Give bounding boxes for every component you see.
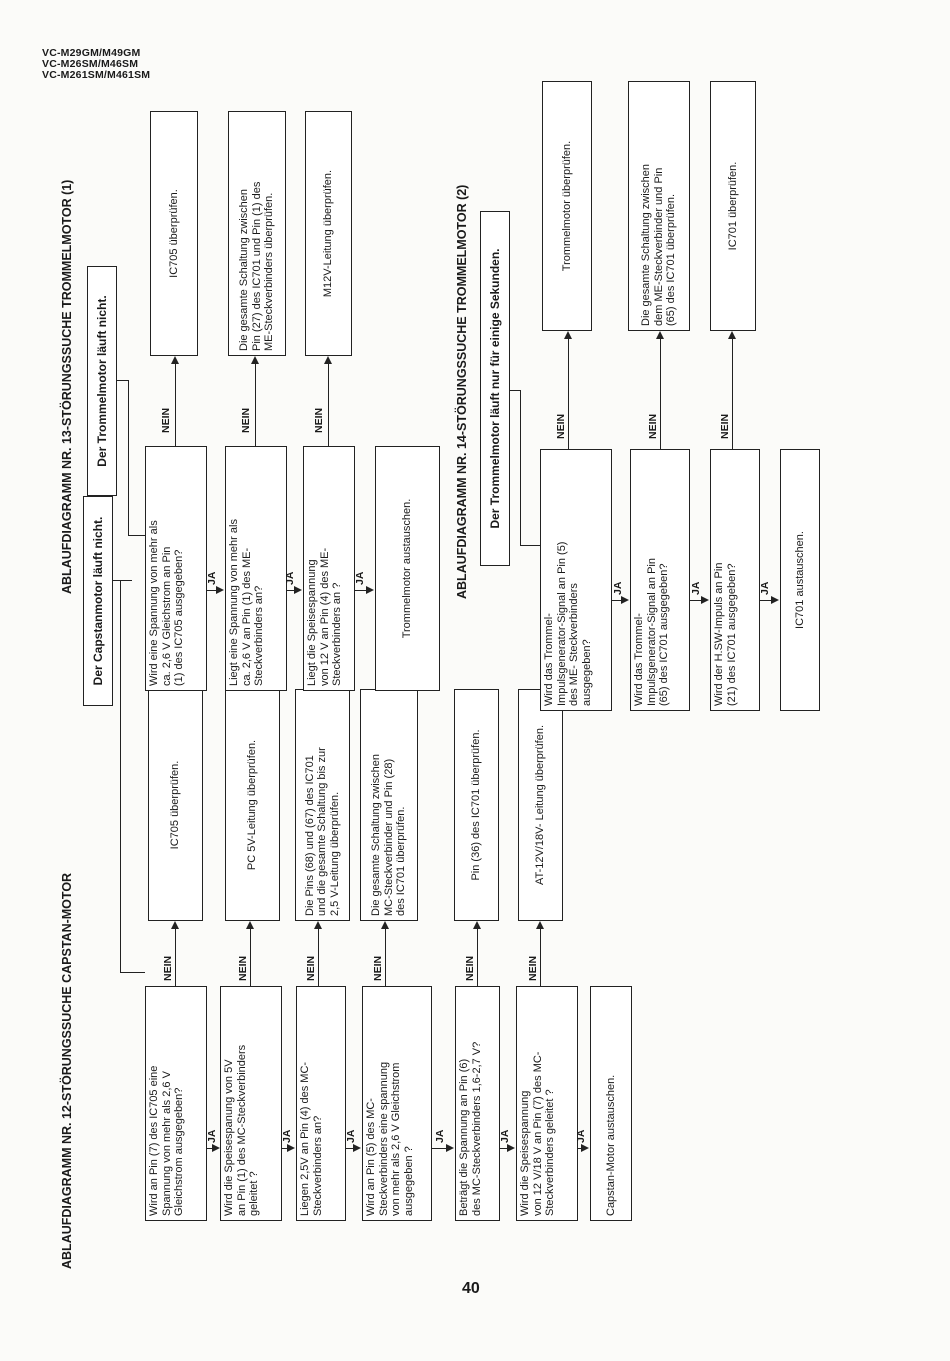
flow12-no-arrow	[381, 921, 389, 929]
flow13-no-line	[175, 363, 176, 446]
flow14-no-action-2: Die gesamte Schaltung zwischen dem ME-Steckverbinder und Pin (65) des IC701 überprüfen.	[628, 81, 690, 331]
flow14-yes-arrow	[621, 596, 629, 604]
flow12-no-label: NEIN	[237, 955, 249, 981]
flow13-no-action-2: Die gesamte Schaltung zwischen Pin (27) des IC701 und Pin (1) des ME-Steckverbinders überprüfen.	[228, 111, 286, 356]
flow14-start-box: Der Trommelmotor läuft nur für einige Sekunden.	[480, 211, 510, 566]
flow12-no-arrow	[536, 921, 544, 929]
flow12-no-line	[477, 928, 478, 986]
flow14-yes-arrow	[771, 596, 779, 604]
flow12-no-action-1: IC705 überprüfen.	[148, 689, 203, 921]
flow12-yes-label: JA	[499, 1129, 511, 1143]
flow12-yes-label: JA	[575, 1129, 587, 1143]
flow14-connector-line	[520, 390, 521, 546]
flow12-connector-line	[120, 972, 145, 973]
flow12-no-action-5: Pin (36) des IC701 überprüfen.	[454, 689, 499, 921]
flow13-connector-line	[128, 380, 129, 536]
flow12-no-arrow	[246, 921, 254, 929]
flow12-no-action-6: AT-12V/18V- Leitung überprüfen.	[518, 689, 563, 921]
flow12-yes-label: JA	[281, 1129, 293, 1143]
flow13-no-label: NEIN	[240, 407, 252, 433]
flow14-no-line	[660, 338, 661, 449]
flow13-start-box: Der Trommelmotor läuft nicht.	[87, 266, 117, 496]
flow13-yes-label: JA	[206, 571, 218, 585]
flow12-no-arrow	[171, 921, 179, 929]
flow12-final-action: Capstan-Motor austauschen.	[590, 986, 632, 1221]
flow13-no-label: NEIN	[313, 407, 325, 433]
flow13-no-line	[255, 363, 256, 446]
flow14-no-action-3: IC701 überprüfen.	[710, 81, 756, 331]
flow13-yes-label: JA	[354, 571, 366, 585]
flow14-question-2: Wird das Trommel- Impulsgenerator-Signal an Pin (65) des IC701 ausgegeben?	[630, 449, 690, 711]
flow14-no-label: NEIN	[719, 413, 731, 439]
flow13-title: ABLAUFDIAGRAMM NR. 13-STÖRUNGSSUCHE TROMMELMOTOR (1)	[60, 179, 74, 594]
flow12-no-line	[250, 928, 251, 986]
flow13-no-arrow	[324, 356, 332, 364]
flow12-yes-arrow	[507, 1144, 515, 1152]
flow14-no-line	[732, 338, 733, 449]
flow12-no-line	[385, 928, 386, 986]
flow12-start-box: Der Capstanmotor läuft nicht.	[83, 496, 113, 706]
flow13-no-action-3: M12V-Leitung überprüfen.	[305, 111, 352, 356]
flow13-final-action: Trommelmotor austauschen.	[375, 446, 440, 691]
flow12-title: ABLAUFDIAGRAMM NR. 12-STÖRUNGSSUCHE CAPSTAN-MOTOR	[60, 872, 74, 1269]
flow12-question-1: Wird an Pin (7) des IC705 eine Spannung von mehr als 2,6 V Gleichstrom ausgegeben?	[145, 986, 207, 1221]
flow14-question-1: Wird das Trommel- Impulsgenerator-Signal an Pin (5) des ME- Steckverbinders ausgegeben?	[540, 449, 612, 711]
flow13-connector-line	[117, 380, 129, 381]
flow14-no-label: NEIN	[647, 413, 659, 439]
flow14-title: ABLAUFDIAGRAMM NR. 14-STÖRUNGSSUCHE TROMMELMOTOR (2)	[455, 184, 469, 599]
flow14-connector-line	[510, 390, 521, 391]
model-line-1: VC-M29GM/M49GM	[42, 47, 141, 59]
flow12-yes-line	[432, 1148, 447, 1149]
flow12-yes-arrow	[353, 1144, 361, 1152]
flow14-no-arrow	[656, 331, 664, 339]
flow14-no-label: NEIN	[555, 413, 567, 439]
flow12-yes-arrow	[581, 1144, 589, 1152]
model-line-3: VC-M261SM/M461SM	[42, 69, 151, 81]
flow12-no-label: NEIN	[464, 955, 476, 981]
flow13-question-1: Wird eine Spannung von mehr als ca. 2,6 V Gleichstrom an Pin (1) des IC705 ausgegeben?	[145, 446, 207, 691]
flow12-question-2: Wird die Speisespanung von 5V an Pin (1) des MC-Steckverbinders geleitet ?	[220, 986, 282, 1221]
flow13-no-action-1: IC705 überprüfen.	[150, 111, 198, 356]
flow12-no-label: NEIN	[527, 955, 539, 981]
flow12-question-6: Wird die Speisespannung von 12 V/18 V an Pin (7) des MC- Steckverbinders geleitet ?	[516, 986, 578, 1221]
flow13-no-label: NEIN	[160, 407, 172, 433]
flow14-connector-line	[520, 545, 540, 546]
flow12-no-label: NEIN	[162, 955, 174, 981]
flow12-connector-line	[120, 580, 121, 973]
flow14-no-line	[568, 338, 569, 449]
flow12-no-label: NEIN	[305, 955, 317, 981]
flow12-question-3: Liegen 2,5V an Pin (4) des MC- Steckverbinders an?	[296, 986, 346, 1221]
flow13-question-3: Liegt die Speisespannung von 12 V an Pin (4) des ME- Steckverbinders an ?	[303, 446, 355, 691]
flow14-yes-label: JA	[759, 581, 771, 595]
flow12-no-action-3: Die Pins (68) und (67) des IC701 und die gesamte Schaltung bis zur 2,5 V-Leitung überprüfen.	[295, 689, 350, 921]
flow12-yes-arrow	[446, 1144, 454, 1152]
flow13-yes-arrow	[366, 586, 374, 594]
flow12-connector-line	[120, 580, 132, 581]
flow14-no-action-1: Trommelmotor überprüfen.	[542, 81, 592, 331]
flow14-question-3: Wird der H.SW-Impuls an Pin (21) des IC701 ausgegeben?	[710, 449, 760, 711]
flow14-no-arrow	[728, 331, 736, 339]
flow12-yes-label: JA	[434, 1129, 446, 1143]
flow14-yes-arrow	[701, 596, 709, 604]
flow13-question-2: Liegt eine Spannung von mehr als ca. 2,6 V an Pin (1) des ME- Steckverbinders an?	[225, 446, 287, 691]
flow13-yes-arrow	[294, 586, 302, 594]
flow13-yes-arrow	[216, 586, 224, 594]
flow14-yes-label: JA	[612, 581, 624, 595]
flow13-yes-label: JA	[284, 571, 296, 585]
flow12-no-line	[318, 928, 319, 986]
flow12-no-arrow	[314, 921, 322, 929]
flow12-no-label: NEIN	[372, 955, 384, 981]
flow12-yes-arrow	[287, 1144, 295, 1152]
flow12-yes-label: JA	[206, 1129, 218, 1143]
flow13-no-arrow	[251, 356, 259, 364]
model-line-2: VC-M26SM/M46SM	[42, 58, 139, 70]
flow13-no-arrow	[171, 356, 179, 364]
flow12-no-arrow	[473, 921, 481, 929]
flow14-yes-label: JA	[690, 581, 702, 595]
flow12-no-line	[540, 928, 541, 986]
flow14-final-action: IC701 austauschen.	[780, 449, 820, 711]
flow13-no-line	[328, 363, 329, 446]
flow12-no-action-2: PC 5V-Leitung überprüfen.	[225, 689, 280, 921]
flow12-no-action-4: Die gesamte Schaltung zwischen MC-Steckverbinder und Pin (28) des IC701 überprüfen.	[360, 689, 418, 921]
flow12-yes-label: JA	[345, 1129, 357, 1143]
flow12-question-4: Wird an Pin (5) des MC- Steckverbinders eine spannung von mehr als 2,6 V Gleichstrom ausgegeben ?	[362, 986, 432, 1221]
flow12-question-5: Beträgt die Spannung an Pin (6) des MC-Steckverbinders 1,6-2,7 V?	[455, 986, 500, 1221]
page-number: 40	[462, 1280, 480, 1297]
flow14-no-arrow	[564, 331, 572, 339]
flow12-no-line	[175, 928, 176, 986]
flow13-connector-line	[128, 535, 145, 536]
flow12-yes-arrow	[212, 1144, 220, 1152]
